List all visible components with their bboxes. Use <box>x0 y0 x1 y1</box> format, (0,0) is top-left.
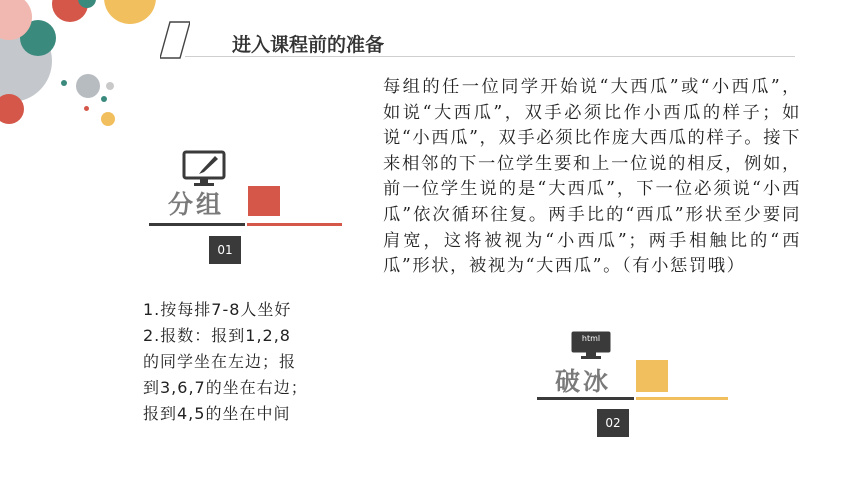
circle-yellow <box>104 0 156 24</box>
step-line: 1.按每排7-8人坐好 <box>143 300 292 319</box>
game-rules-text: 每组的任一位同学开始说“大西瓜”或“小西瓜”，如说“大西瓜”，双手必须比作小西瓜的样子；如说“小西瓜”，双手必须比作庞大西瓜的样子。接下来相邻的下一位学生要和上一位说的相反，例如，前一位学生说的是“大西瓜”，下一位必须说“小西瓜”依次循环往复。两手比的“西瓜”形状至少要同肩宽，这将被视为“小西瓜”；两手相触比的“西瓜”形状，被视为“大西瓜”。（有小惩罚哦） <box>383 77 801 277</box>
circle-red-small <box>0 94 24 124</box>
monitor-brush-icon <box>182 150 226 188</box>
section1-bar-dark <box>149 223 245 226</box>
section2-bar-accent <box>636 397 728 400</box>
section-title-grouping: 分组 <box>168 190 225 219</box>
section-title-icebreaker: 破冰 <box>555 367 612 396</box>
section1-accent-square <box>248 186 280 216</box>
header-divider <box>185 56 795 57</box>
html-label: html <box>581 334 601 343</box>
step-line: 到3,6,7的坐在右边； <box>143 378 308 397</box>
step-line: 2.报数：报到1,2,8 <box>143 326 291 345</box>
page-title: 进入课程前的准备 <box>232 34 385 56</box>
html-monitor-icon <box>570 330 612 360</box>
circle-tiny-dark <box>101 96 107 102</box>
section2-bar-dark <box>537 397 634 400</box>
section2-accent-square <box>636 360 668 392</box>
circle-tiny-gray <box>106 82 114 90</box>
circle-gray-mid <box>76 74 100 98</box>
header-slant-icon <box>160 20 190 60</box>
step-line: 的同学坐在左边；报 <box>143 352 297 371</box>
section2-number-badge: 02 <box>597 409 629 437</box>
section1-bar-accent <box>247 223 342 226</box>
circle-yellow-small <box>101 112 115 126</box>
step-line: 报到4,5的坐在中间 <box>143 404 291 423</box>
section1-number-badge: 01 <box>209 236 241 264</box>
circle-tiny-teal <box>61 80 67 86</box>
grouping-steps <box>143 297 353 427</box>
circle-tiny-red <box>84 106 89 111</box>
